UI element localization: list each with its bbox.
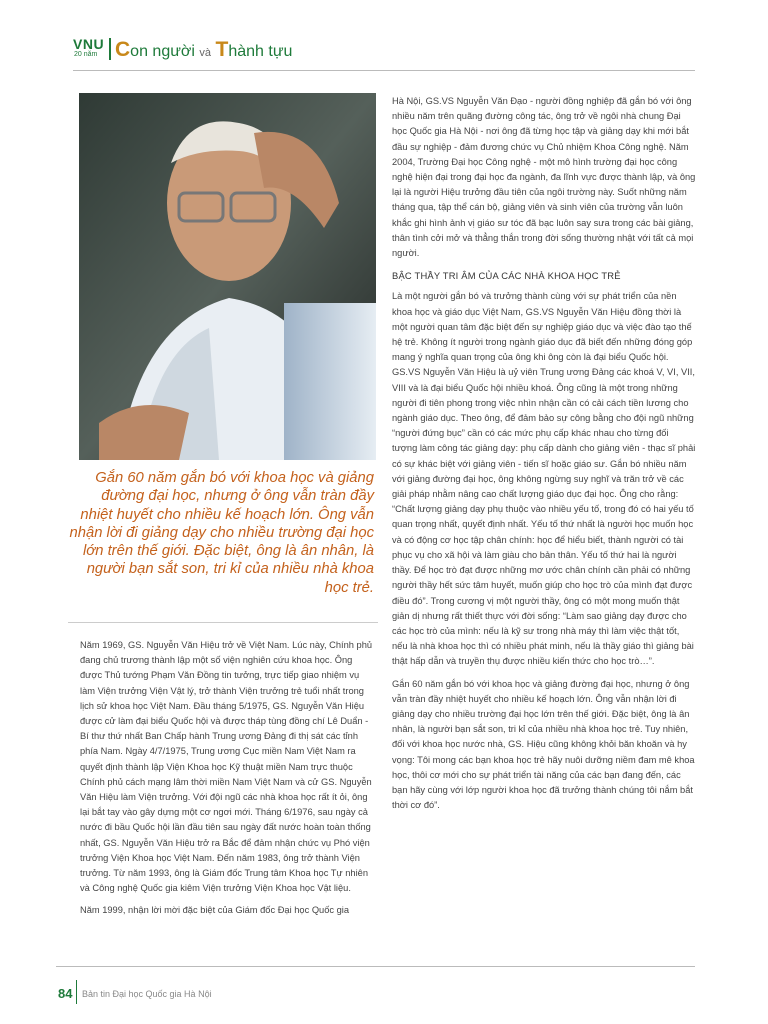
section-title: Con người và Thành tựu — [115, 38, 293, 61]
section-heading: BẬC THẦY TRI ÂM CỦA CÁC NHÀ KHOA HỌC TRẺ — [392, 270, 621, 282]
portrait-photo — [79, 93, 376, 460]
header-divider — [109, 38, 111, 60]
page-number: 84 — [58, 986, 73, 1001]
paragraph: Năm 1969, GS. Nguyễn Văn Hiệu trở về Việt Nam. Lúc này, Chính phủ đang chủ trương thành lập một số viện nghiên cứu khoa học. Ông được Thủ tướng Phạm Văn Đồng tin tưởng, trực tiếp giao nhiệm vụ làm Viện trưởng Viện Vật lý, trở thành Viện trưởng trẻ tuổi nhất trong lịch sử khoa học Việt Nam. Đầu tháng 5/1975, GS. Nguyễn Văn Hiệu được cử làm đại biểu Quốc hội và được tháp tùng đồng chí Lê Duẩn - Bí thư thứ nhất Ban Chấp hành Trung ương Đảng đi thị sát các tỉnh phía Nam. Ngày 4/7/1975, Trung ương Cục miền Nam Việt Nam ra quyết định thành lập Viện Khoa học Kỹ thuật miền Nam trực thuộc Chính phủ cách mạng lâm thời miền Nam Việt Nam và cử GS. Nguyễn Văn Hiệu làm Viện trưởng. Với đội ngũ các nhà khoa học rất ít ỏi, ông lại bắt tay vào gây dựng một cơ ngơi mới. Tháng 6/1976, sau ngày cả nước đi bầu Quốc hội lần đầu tiên sau ngày đất nước hoàn toàn thống nhất, GS. Nguyễn Văn Hiệu trở ra Bắc để đảm nhận chức vụ Phó viện trưởng Viện Khoa học Việt Nam. Đến năm 1983, ông trở thành Viện trưởng. Từ năm 1993, ông là Giám đốc Trung tâm Khoa học Tự nhiên và Công nghệ Quốc gia kiêm Viện trưởng Viện Khoa học Vật liệu. — [80, 640, 373, 894]
publication-name: Bản tin Đại học Quốc gia Hà Nội — [82, 989, 212, 999]
header-rule — [73, 70, 695, 71]
paragraph: Hà Nội, GS.VS Nguyễn Văn Đạo - người đồng nghiệp đã gắn bó với ông nhiều năm trên quãng đường công tác, ông trở về ngôi nhà chung Đại học Quốc gia Hà Nội - nơi ông đã từng học tập và giảng dạy khi mới bắt đầu sự nghiệp - đảm đương chức vụ Chủ nhiệm Khoa Công nghệ. Năm 2004, Trường Đại học Công nghệ - một mô hình trường đại học công nghệ hiện đại trong đại học đa ngành, đa lĩnh vực được thành lập, và ông lại là người Hiệu trưởng đầu tiên của ngôi trường này. Suốt những năm tháng qua, tập thể cán bộ, giảng viên và sinh viên của trường vẫn luôn khắc ghi hình ảnh vị giáo sư tóc đã bạc luôn say sưa trong các bài giảng, thân tình cởi mở và thẳng thắn trong đời sống thường nhật với tất cả mọi người. — [392, 96, 696, 259]
footer-divider — [76, 980, 77, 1004]
quote-divider — [68, 622, 378, 623]
paragraph: Là một người gắn bó và trưởng thành cùng với sự phát triển của nền khoa học và giáo dục Việt Nam, GS.VS Nguyễn Văn Hiệu đồng thời là một người quan tâm đặc biệt đến sự nghiệp giáo dục và việc đào tạo thế hệ trẻ. Không ít người trong ngành giáo dục đã biết đến những đóng góp mang ý nghĩa quan trọng của ông khi ông còn là đại biểu Quốc hội. GS.VS Nguyễn Văn Hiệu là uỷ viên Trung ương Đảng các khoá V, VI, VII, VIII và là đại biểu Quốc hội nhiều khoá. Ông cũng là một trong những người đi tiên phong trong việc nhìn nhận cần có cải cách tiền lương cho ngành giáo dục. Theo ông, để đảm bảo sự công bằng cho đội ngũ những “người đứng bục” cần có các mức phụ cấp khác nhau cho từng đối tượng làm công tác giảng dạy: phụ cấp dành cho giảng viên - thạc sĩ phải có sự khác biệt với giảng viên - tiến sĩ hoặc giáo sư. Gắn bó nhiều năm với giảng đường đại học, ông không ngừng suy nghĩ và trăn trở về các giải pháp nhằm nâng cao chất lượng giáo dục đại học. Ông cho rằng: “Chất lượng giảng dạy phụ thuộc vào nhiều yếu tố, trong đó có hai yếu tố quan trọng nhất, quyết định nhất. Yếu tố thứ nhất là người học muốn học và có động cơ học tập chân chính: học để hiểu biết, thành người có tài phục vụ cho xã hội và làm giàu cho bản thân. Yếu tố thứ hai là người thầy. Để học trò đạt được những mơ ước chân chính cần phải có những người thầy hết sức tâm huyết, muốn giúp cho học trò của mình đạt được điều đó”. Trong cương vị một người thầy, ông có một mong muốn thật giản dị nhưng rất thiết thực với đời sống: “Làm sao giảng dạy được cho các học trò của mình: nếu là kỹ sư trong nhà máy thì làm việc thật tốt, nếu là nhà khoa học thì có nhiều phát minh, nếu là thầy giáo thì giảng bài thật hấp dẫn và truyền thụ được nhiều kiến thức cho học trò…”. — [392, 291, 696, 667]
pull-quote: Gắn 60 năm gắn bó với khoa học và giảng đường đại học, nhưng ở ông vẫn tràn đầy nhiệt huyết cho nhiều kế hoạch lớn. Ông vẫn nhận lời đi giảng dạy cho nhiều trường đại học lớn trên thế giới. Đặc biệt, ông là ân nhân, là người bạn sắt son, tri kỉ của nhiều nhà khoa học trẻ. — [69, 470, 374, 596]
right-column-text — [392, 94, 696, 820]
vnu-logo-text: VNU — [73, 36, 105, 52]
paragraph: Gắn 60 năm gắn bó với khoa học và giảng đường đại học, nhưng ở ông vẫn tràn đầy nhiệt huyết cho nhiều kế hoạch lớn. Ông vẫn nhận lời đi giảng dạy cho nhiều trường đại học lớn trên thế giới. Đặc biệt, ông là ân nhân, là người bạn sắt son, tri kỉ của nhiều nhà khoa học trẻ. Tuy nhiên, đối với khoa học nước nhà, GS. Hiệu cũng không khỏi băn khoăn và hy vọng: Tôi mong các bạn khoa học trẻ hãy nuôi dưỡng niềm đam mê khoa học, thôi cơ mới cho sự phát triển tài năng của các bạn đang đến, các bạn hãy cùng với lớp người khoa học đã trưởng thành chúng tôi nắm bắt thời cơ đó”. — [392, 678, 695, 811]
professor-portrait-image — [79, 93, 376, 460]
footer-rule — [56, 966, 695, 967]
left-column-text — [80, 638, 376, 926]
anniversary-label: 20 năm — [74, 51, 98, 58]
paragraph: Năm 1999, nhận lời mời đặc biệt của Giám đốc Đại học Quốc gia — [80, 905, 350, 916]
